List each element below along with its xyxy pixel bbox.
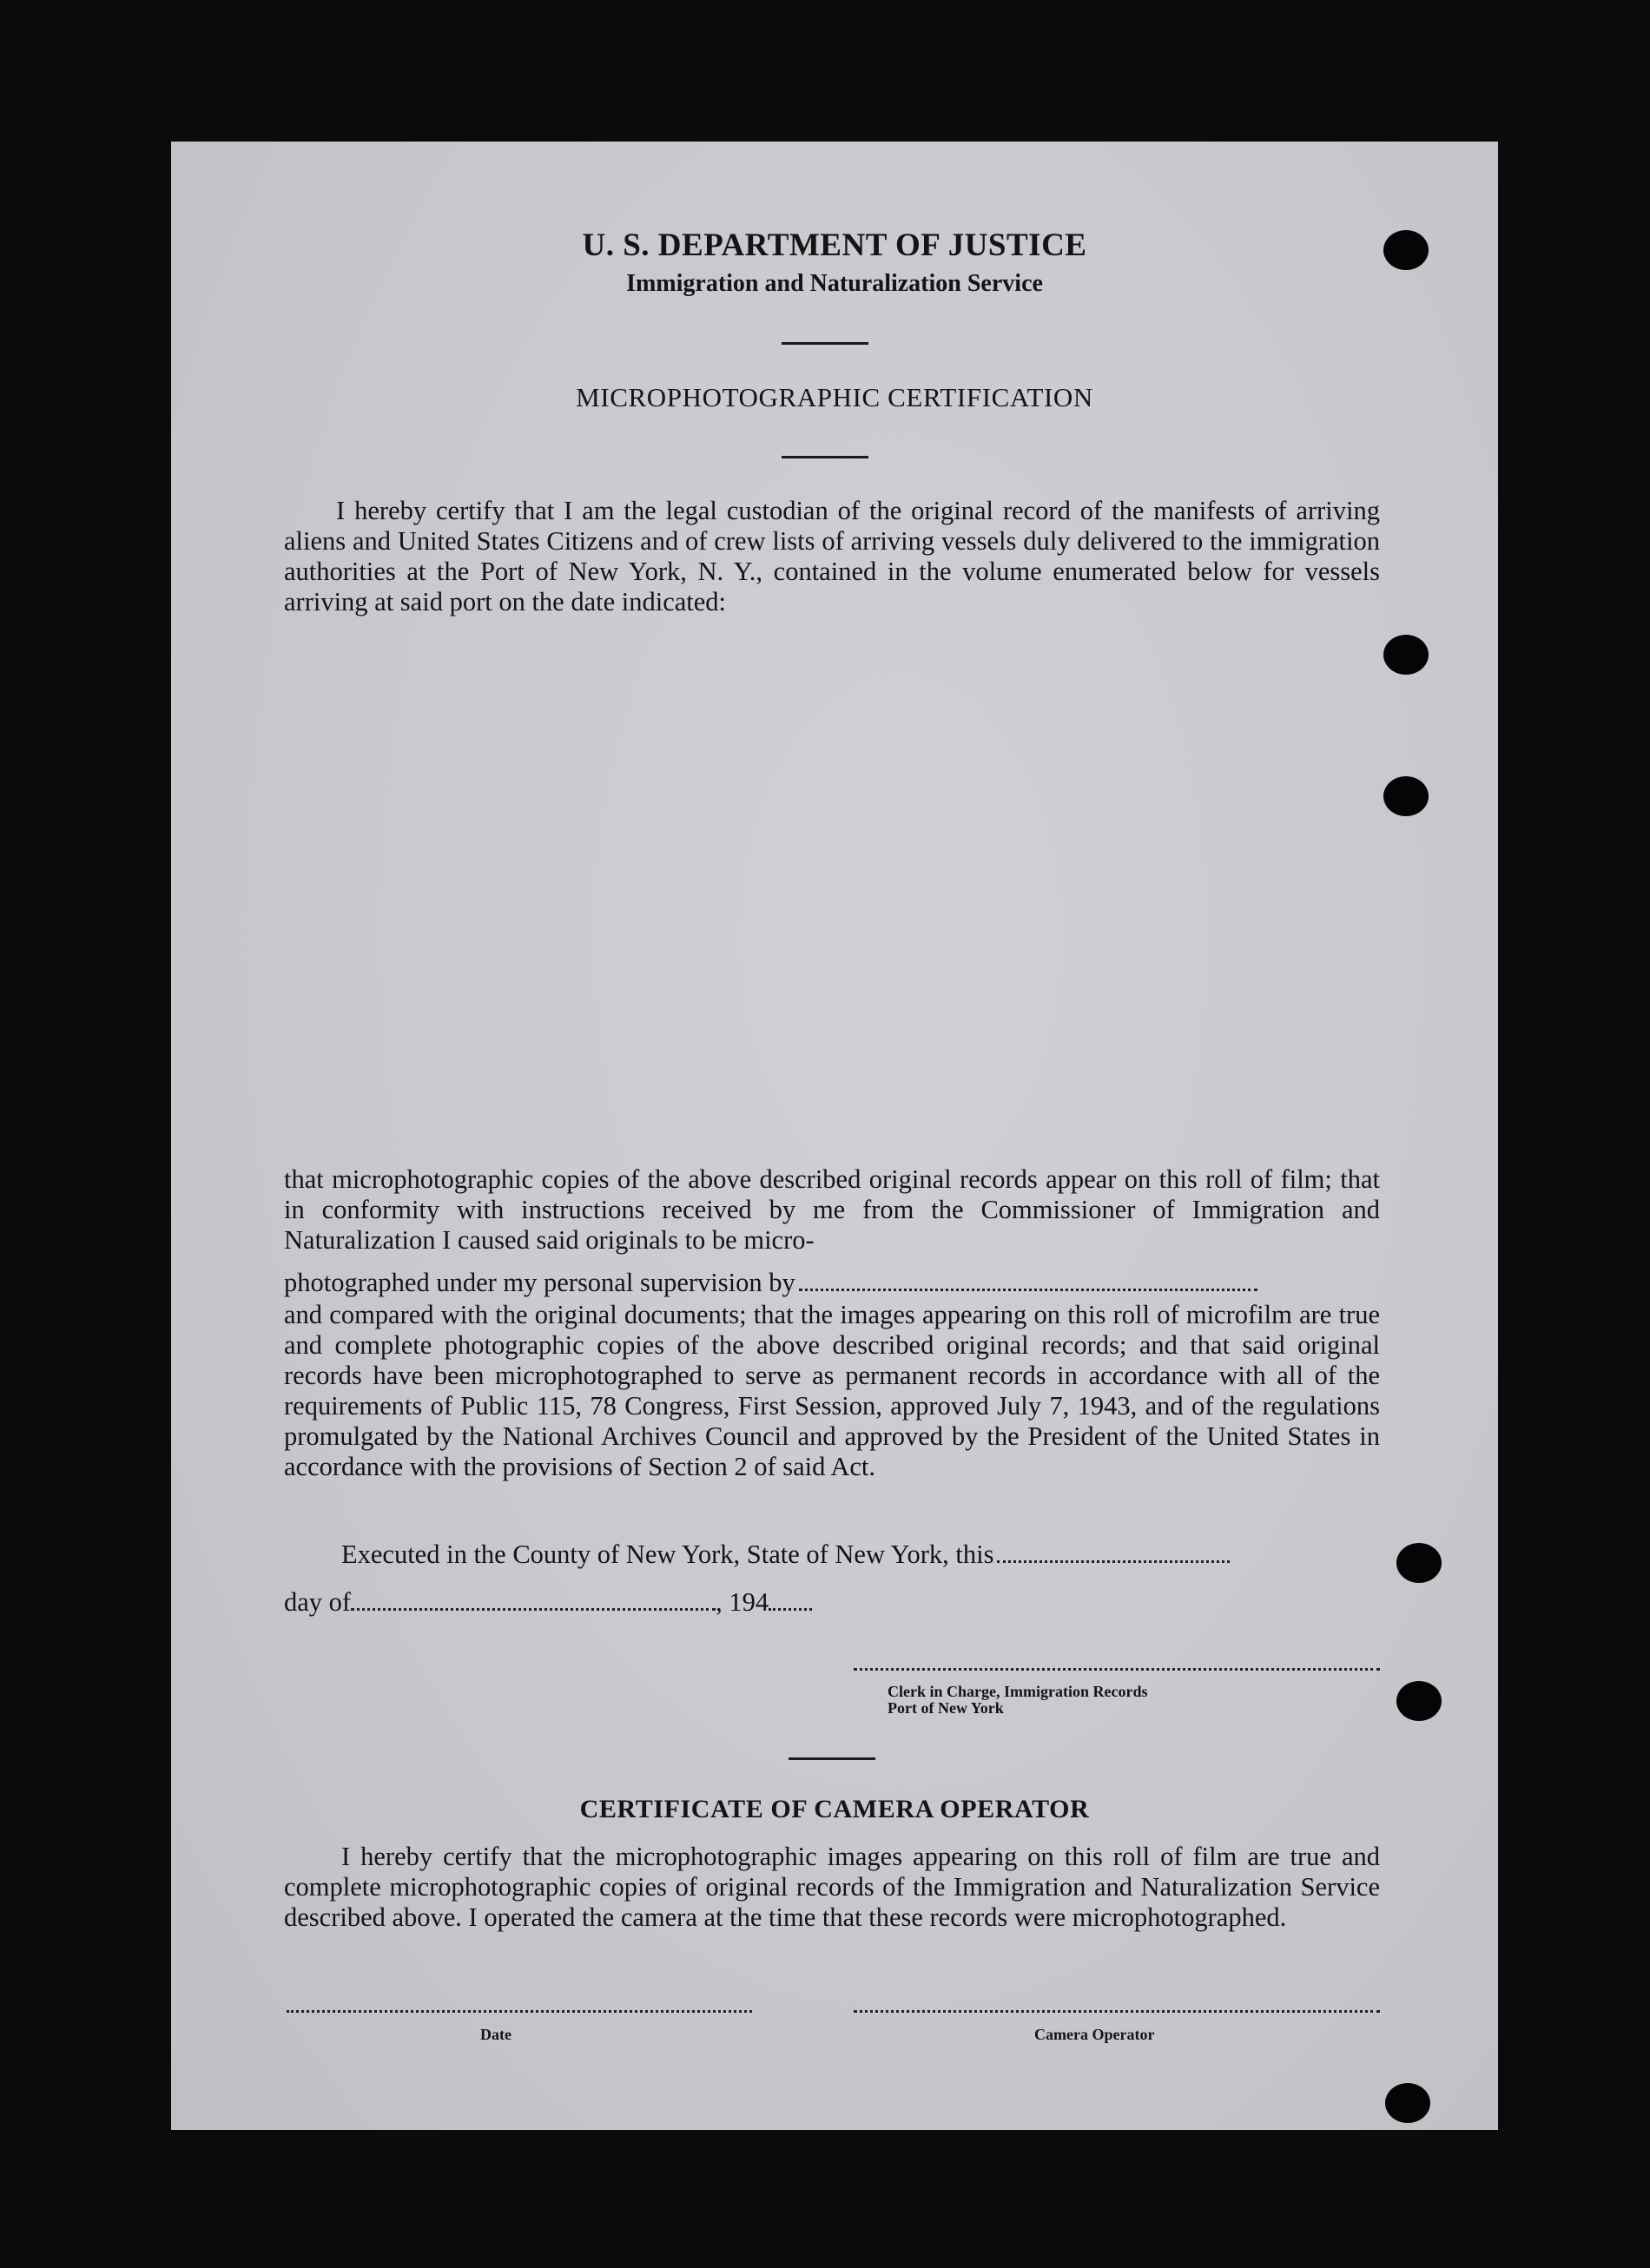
supervisor-name-field[interactable] — [799, 1289, 1257, 1291]
month-field[interactable] — [351, 1608, 716, 1611]
camera-operator-signature-line[interactable] — [854, 2010, 1380, 2013]
certification-copies-paragraph: that microphotographic copies of the above described original records appear on this roll of film; that in conformity with instructions received by me from the Commissioner of Immigration and Naturalization I caused said originals to be micro- — [284, 1164, 1380, 1255]
punch-hole — [1383, 776, 1429, 816]
certification-compared-paragraph: and compared with the original documents; that the images appearing on this roll of microfilm are true and complete photographic copies of the above described original records; and that said original records have been microphotographed to serve as permanent records in accordance with all of the requirements of Public 115, 78 Congress, First Session, approved July 7, 1943, and of the regulations promulgated by the National Archives Council and approved by the President of the United States in accordance with the provisions of Section 2 of said Act. — [284, 1300, 1380, 1481]
camera-certificate-paragraph: I hereby certify that the microphotographic images appearing on this roll of film are true and complete microphotographic copies of original records of the Immigration and Naturalization Service described above. I operated the camera at the time that these records were microphotographed. — [284, 1842, 1380, 1932]
clerk-signature-line[interactable] — [854, 1668, 1380, 1671]
executed-line — [284, 1539, 1380, 1570]
year-label: , 194 — [716, 1587, 769, 1617]
punch-hole — [1396, 1543, 1442, 1583]
divider-rule — [789, 1757, 875, 1760]
punch-hole — [1383, 635, 1429, 675]
executed-label: Executed in the County of New York, State of New York, this — [341, 1539, 994, 1569]
date-signature-line[interactable] — [287, 2010, 752, 2013]
date-label: Date — [480, 2026, 512, 2043]
document-page — [171, 142, 1498, 2130]
certification-intro-paragraph: I hereby certify that I am the legal custodian of the original record of the manifests of arriving aliens and United States Citizens and of crew lists of arriving vessels duly delivered to the immigration authorities at the Port of New York, N. Y., contained in the volume enumerated below for vessels arriving at said port on the date indicated: — [284, 496, 1380, 616]
day-of-label: day of — [284, 1587, 352, 1617]
supervision-label: photographed under my personal supervision by — [284, 1268, 795, 1297]
clerk-location: Port of New York — [888, 1699, 1004, 1717]
camera-operator-label: Camera Operator — [1034, 2026, 1155, 2043]
department-heading: U. S. DEPARTMENT OF JUSTICE — [582, 227, 1087, 263]
supervision-line — [284, 1268, 1380, 1298]
day-of-line — [284, 1587, 1380, 1618]
clerk-title: Clerk in Charge, Immigration Records — [888, 1683, 1148, 1700]
form-title: MICROPHOTOGRAPHIC CERTIFICATION — [576, 382, 1093, 412]
camera-certificate-title: CERTIFICATE OF CAMERA OPERATOR — [579, 1795, 1090, 1823]
divider-rule — [782, 456, 868, 458]
service-subheading: Immigration and Naturalization Service — [626, 270, 1043, 297]
divider-rule — [782, 342, 868, 345]
executed-day-field[interactable] — [997, 1560, 1230, 1563]
punch-hole — [1396, 1681, 1442, 1721]
year-field[interactable] — [769, 1608, 812, 1611]
punch-hole — [1385, 2083, 1430, 2123]
